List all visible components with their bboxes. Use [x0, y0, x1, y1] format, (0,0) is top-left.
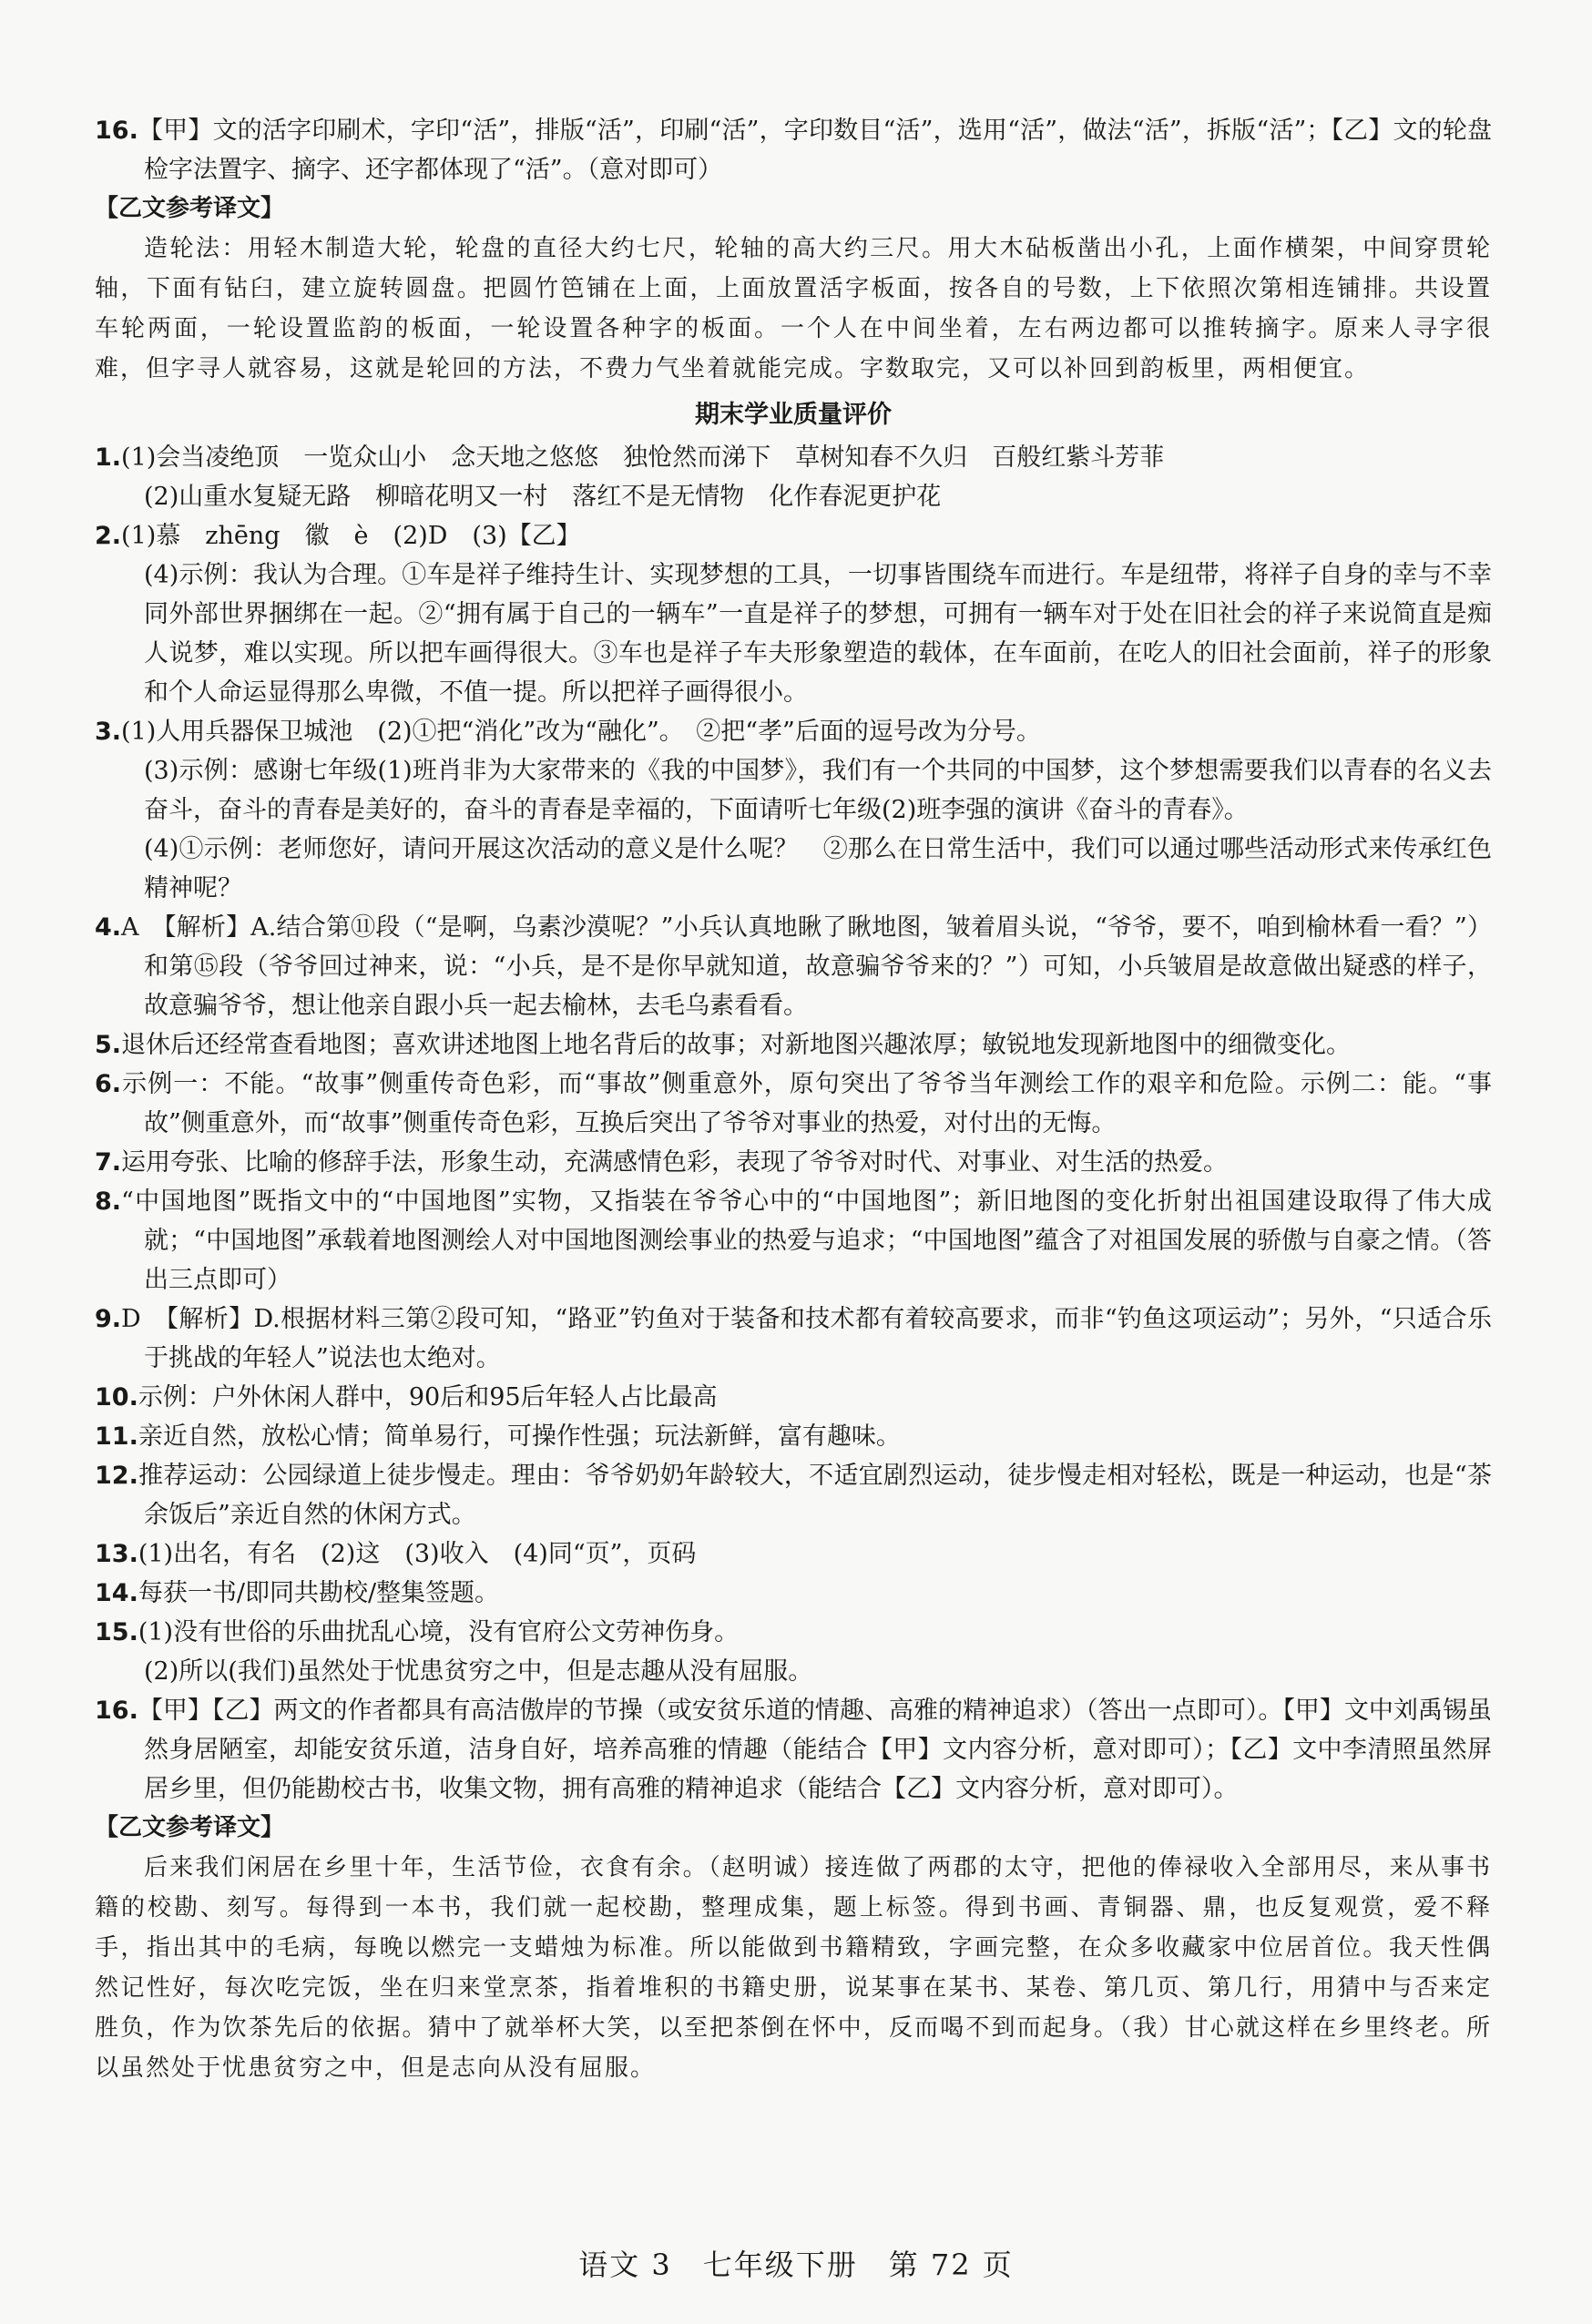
answer-number: 13. [95, 1540, 138, 1568]
translation-heading-bottom: 【乙文参考译文】 [95, 1814, 285, 1841]
answer-item [95, 1456, 1492, 1534]
answer-number: 4. [95, 913, 122, 942]
answer-text: (2)山重水复疑无路 柳暗花明又一村 落红不是无情物 化作春泥更护花 [144, 483, 942, 511]
translation-text: 造轮法：用轻木制造大轮，轮盘的直径大约七尺，轮轴的高大约三尺。用大木砧板凿出小孔，上面作横架，中间穿贯轮轴，下面有钻臼，建立旋转圆盘。把圆竹笆铺在上面，上面放置活字板面，按各自的号数，上下依照次第相连铺排。共设置车轮两面，一轮设置监韵的板面，一轮设置各种字的板面。一个人在中间坐着，左右两边都可以推转摘字。原来人寻字很难，但字寻人就容易，这就是轮回的方法，不费力气坐着就能完成。字数取完，又可以补回到韵板里，两相便宜。 [95, 235, 1492, 382]
answer-number: 1. [95, 443, 122, 472]
answer-number: 9. [95, 1305, 122, 1333]
answer-item [95, 477, 1492, 516]
answer-number: 5. [95, 1031, 122, 1059]
answer-item [95, 1652, 1492, 1691]
answer-text: 亲近自然，放松心情；简单易行，可操作性强；玩法新鲜，富有趣味。 [138, 1422, 901, 1451]
answer-item [95, 1534, 1492, 1574]
translation-heading: 【乙文参考译文】 [95, 195, 285, 222]
answer-text: 退休后还经常查看地图；喜欢讲述地图上地名背后的故事；对新地图兴趣浓厚；敏锐地发现新地图中的细微变化。 [121, 1031, 1352, 1059]
answer-text: (1)会当凌绝顶 一览众山小 念天地之悠悠 独怆然而涕下 草树知春不久归 百般红紫斗芳菲 [121, 443, 1165, 472]
answer-item [95, 1574, 1492, 1613]
answer-item [95, 516, 1492, 556]
answer-item [95, 712, 1492, 751]
answer-text: (1)出名，有名 (2)这 (3)收入 (4)同“页”，页码 [138, 1540, 697, 1568]
answer-item [95, 1143, 1492, 1182]
answer-number: 7. [95, 1148, 122, 1177]
answer-text: A 【解析】A.结合第⑪段（“是啊，乌素沙漠呢？”小兵认真地瞅了瞅地图，皱着眉头说，“爷爷，要不，咱到榆林看一看？”）和第⑮段（爷爷回过神来，说：“小兵，是不是你早就知道，故意骗爷爷来的？”）可知，小兵皱眉是故意做出疑惑的样子，故意骗爷爷，想让他亲自跟小兵一起去榆林，去毛乌素看看。 [121, 913, 1492, 1020]
answer-item [95, 438, 1492, 477]
answer-item [95, 751, 1492, 830]
answer-number: 10. [95, 1383, 138, 1412]
answer-number: 6. [95, 1070, 122, 1098]
answer-list [95, 438, 1492, 1809]
answer-item [95, 1300, 1492, 1378]
answer-number: 12. [95, 1462, 138, 1490]
answer-number: 16. [95, 1697, 138, 1725]
answer-item [95, 1025, 1492, 1065]
answer-text: 每获一书/即同共勘校/整集签题。 [138, 1579, 500, 1607]
answer-number: 2. [95, 522, 122, 550]
answer-item [95, 908, 1492, 1025]
answer-item [95, 1182, 1492, 1300]
answer-text: (1)没有世俗的乐曲扰乱心境，没有官府公文劳神伤身。 [138, 1618, 740, 1646]
answer-number: 15. [95, 1618, 138, 1646]
answer-text: 【甲】文的活字印刷术，字印“活”，排版“活”，印刷“活”，字印数目“活”，选用“活”，做法“活”，拆版“活”；【乙】文的轮盘检字法置字、摘字、还字都体现了“活”。（意对即可） [138, 117, 1492, 184]
answer-item [95, 1417, 1492, 1456]
answer-item [95, 1378, 1492, 1417]
answer-item [95, 556, 1492, 712]
answer-number: 16. [95, 117, 138, 145]
answer-number: 3. [95, 718, 122, 746]
answer-text: “中国地图”既指文中的“中国地图”实物，又指装在爷爷心中的“中国地图”；新旧地图的变化折射出祖国建设取得了伟大成就；“中国地图”承载着地图测绘人对中国地图测绘事业的热爱与追求；“中国地图”蕴含了对祖国发展的骄傲与自豪之情。（答出三点即可） [121, 1187, 1492, 1294]
answer-text: (4)示例：我认为合理。①车是祥子维持生计、实现梦想的工具，一切事皆围绕车而进行。车是纽带，将祥子自身的幸与不幸同外部世界捆绑在一起。②“拥有属于自己的一辆车”一直是祥子的梦想，可拥有一辆车对于处在旧社会的祥子来说简直是痴人说梦，难以实现。所以把车画得很大。③车也是祥子车夫形象塑造的载体，在车面前，在吃人的旧社会面前，祥子的形象和个人命运显得那么卑微，不值一提。所以把祥子画得很小。 [144, 561, 1492, 707]
answer-text: 示例：户外休闲人群中，90后和95后年轻人占比最高 [138, 1383, 718, 1412]
answer-text: 运用夸张、比喻的修辞手法，形象生动，充满感情色彩，表现了爷爷对时代、对事业、对生活的热爱。 [121, 1148, 1229, 1177]
translation-text-bottom: 后来我们闲居在乡里十年，生活节俭，衣食有余。（赵明诚）接连做了两郡的太守，把他的俸禄收入全部用尽，来从事书籍的校勘、刻写。每得到一本书，我们就一起校勘，整理成集，题上标签。得到书画、青铜器、鼎，也反复观赏，爱不释手，指出其中的毛病，每晚以燃完一支蜡烛为标准。所以能做到书籍精致，字画完整，在众多收藏家中位居首位。我天性偶然记性好，每次吃完饭，坐在归来堂烹茶，指着堆积的书籍史册，说某事在某书、某卷、第几页、第几行，用猜中与否来定胜负，作为饮茶先后的依据。猜中了就举杯大笑，以至把茶倒在怀中，反而喝不到而起身。（我）甘心就这样在乡里终老。所以虽然处于忧患贫穷之中，但是志向从没有屈服。 [95, 1854, 1492, 2082]
answer-item [95, 1691, 1492, 1809]
answer-text: 示例一：不能。“故事”侧重传奇色彩，而“事故”侧重意外，原句突出了爷爷当年测绘工作的艰辛和危险。示例二：能。“事故”侧重意外，而“故事”侧重传奇色彩，互换后突出了爷爷对事业的热爱，对付出的无悔。 [121, 1070, 1492, 1137]
answer-number: 11. [95, 1422, 138, 1451]
answer-item [95, 830, 1492, 908]
answer-text: (4)①示例：老师您好，请问开展这次活动的意义是什么呢？ ②那么在日常生活中，我们可以通过哪些活动形式来传承红色精神呢？ [144, 835, 1492, 902]
answer-text: (3)示例：感谢七年级(1)班肖非为大家带来的《我的中国梦》，我们有一个共同的中国梦，这个梦想需要我们以青春的名义去奋斗，奋斗的青春是美好的，奋斗的青春是幸福的，下面请听七年级(2)班李强的演讲《奋斗的青春》。 [144, 757, 1492, 824]
page-footer: 语文 3 七年级下册 第 72 页 [578, 2248, 1014, 2282]
answer-text: (1)慕 zhēng 徽 è (2)D (3)【乙】 [121, 522, 581, 550]
answer-number: 8. [95, 1187, 122, 1216]
answer-text: D 【解析】D.根据材料三第②段可知，“路亚”钓鱼对于装备和技术都有着较高要求，而非“钓鱼这项运动”；另外，“只适合乐于挑战的年轻人”说法也太绝对。 [121, 1305, 1492, 1372]
answer-text: 推荐运动：公园绿道上徒步慢走。理由：爷爷奶奶年龄较大，不适宜剧烈运动，徒步慢走相对轻松，既是一种运动，也是“茶余饭后”亲近自然的休闲方式。 [138, 1462, 1492, 1529]
top-answer-16 [95, 111, 1492, 189]
answer-text: 【甲】【乙】两文的作者都具有高洁傲岸的节操（或安贫乐道的情趣、高雅的精神追求）（答出一点即可）。【甲】文中刘禹锡虽然身居陋室，却能安贫乐道，洁身自好，培养高雅的情趣（能结合【甲】文内容分析，意对即可）；【乙】文中李清照虽然屏居乡里，但仍能勘校古书，收集文物，拥有高雅的精神追求（能结合【乙】文内容分析，意对即可）。 [138, 1697, 1492, 1803]
answer-text: (2)所以(我们)虽然处于忧患贫穷之中，但是志趣从没有屈服。 [144, 1657, 813, 1686]
answer-item [95, 1065, 1492, 1143]
answer-text: (1)人用兵器保卫城池 (2)①把“消化”改为“融化”。 ②把“孝”后面的逗号改为分号。 [121, 718, 1041, 746]
answer-number: 14. [95, 1579, 138, 1607]
answer-item [95, 1613, 1492, 1652]
section-title: 期末学业质量评价 [695, 401, 892, 429]
